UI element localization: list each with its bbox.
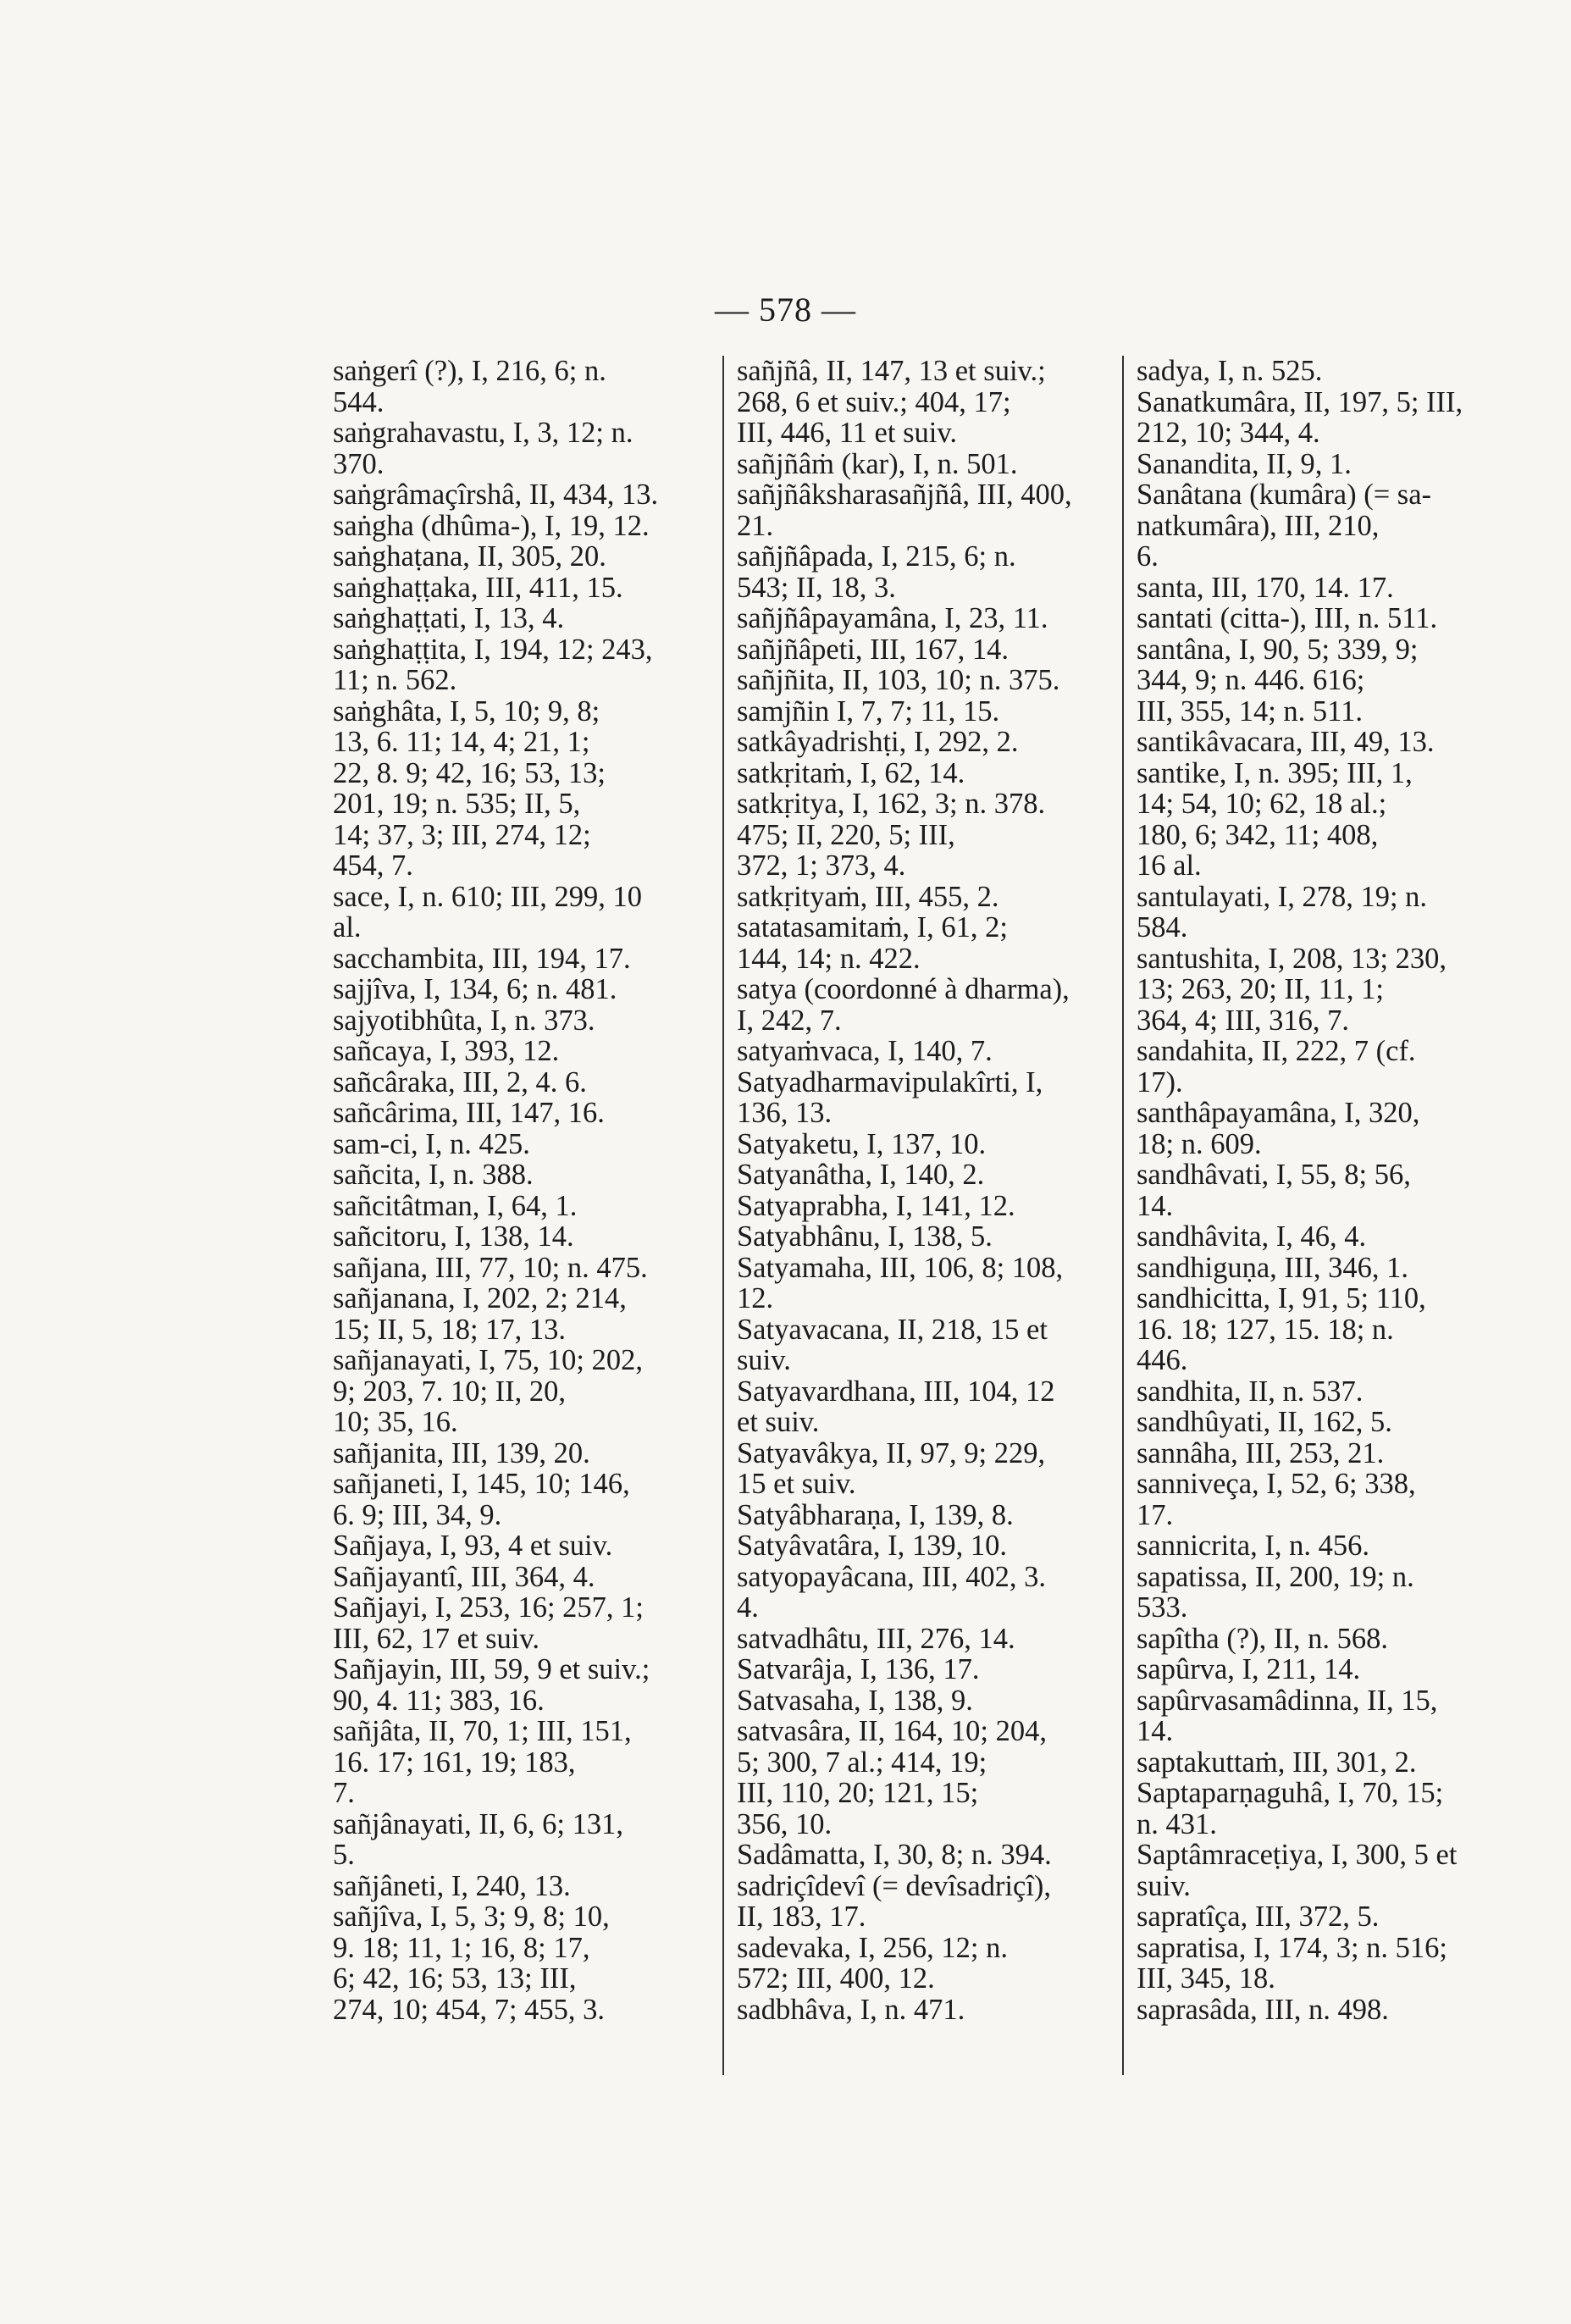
index-line: sañjñâksharasañjñâ, III, 400, xyxy=(737,479,1072,511)
index-line: Sañjayin, III, 59, 9 et suiv.; xyxy=(333,1653,650,1685)
index-line: saṅgrâmaçîrshâ, II, 434, 13. xyxy=(333,479,659,511)
index-line: 144, 14; n. 422. xyxy=(737,942,921,975)
index-line: 16. 18; 127, 15. 18; n. xyxy=(1137,1313,1394,1346)
index-line: santikâvacara, III, 49, 13. xyxy=(1137,726,1435,758)
index-line: natkumâra), III, 210, xyxy=(1137,509,1380,542)
index-line: saptakuttaṁ, III, 301, 2. xyxy=(1137,1746,1417,1779)
index-line: III, 345, 18. xyxy=(1137,1962,1275,1995)
index-line: satyopayâcana, III, 402, 3. xyxy=(737,1560,1046,1593)
index-line: sapûrvasamâdinna, II, 15, xyxy=(1137,1684,1438,1717)
index-line: satkṛitya, I, 162, 3; n. 378. xyxy=(737,788,1046,820)
index-line: 13; 263, 20; II, 11, 1; xyxy=(1137,973,1384,1005)
index-line: 180, 6; 342, 11; 408, xyxy=(1137,818,1379,851)
index-line: saṅghaṭana, II, 305, 20. xyxy=(333,540,606,573)
index-line: santati (citta-), III, n. 511. xyxy=(1137,602,1438,634)
index-line: III, 62, 17 et suiv. xyxy=(333,1622,540,1655)
index-line: saṅghaṭṭati, I, 13, 4. xyxy=(333,602,565,634)
index-line: Satyavardhana, III, 104, 12 xyxy=(737,1375,1055,1408)
index-line: 14; 54, 10; 62, 18 al.; xyxy=(1137,788,1387,820)
index-line: 212, 10; 344, 4. xyxy=(1137,417,1320,449)
index-line: 9. 18; 11, 1; 16, 8; 17, xyxy=(333,1931,590,1964)
index-line: Satyavacana, II, 218, 15 et xyxy=(737,1313,1048,1346)
index-line: Sañjayantî, III, 364, 4. xyxy=(333,1560,595,1593)
index-line: 16. 17; 161, 19; 183, xyxy=(333,1746,576,1779)
index-line: sañcitoru, I, 138, 14. xyxy=(333,1220,574,1253)
index-line: 15; II, 5, 18; 17, 13. xyxy=(333,1313,567,1346)
index-line: sannâha, III, 253, 21. xyxy=(1137,1436,1385,1469)
column-divider xyxy=(722,356,724,2075)
index-line: satvadhâtu, III, 276, 14. xyxy=(737,1622,1015,1655)
index-line: 5. xyxy=(333,1839,355,1871)
index-line: sapratîça, III, 372, 5. xyxy=(1137,1901,1380,1933)
index-line: sandhicitta, I, 91, 5; 110, xyxy=(1137,1282,1426,1314)
index-line: santulayati, I, 278, 19; n. xyxy=(1137,880,1428,913)
index-line: Sanatkumâra, II, 197, 5; III, xyxy=(1137,385,1463,418)
index-line: sapûrva, I, 211, 14. xyxy=(1137,1653,1361,1685)
index-line: sadbhâva, I, n. 471. xyxy=(737,1993,965,2026)
index-line: Satyanâtha, I, 140, 2. xyxy=(737,1159,985,1191)
index-line: sandhiguṇa, III, 346, 1. xyxy=(1137,1251,1408,1284)
index-line: Sadâmatta, I, 30, 8; n. 394. xyxy=(737,1839,1052,1871)
index-line: santike, I, n. 395; III, 1, xyxy=(1137,756,1413,789)
index-line: sañcârima, III, 147, 16. xyxy=(333,1097,605,1129)
index-line: 475; II, 220, 5; III, xyxy=(737,818,955,851)
index-line: 344, 9; n. 446. 616; xyxy=(1137,664,1365,696)
index-line: sañjñâṁ (kar), I, n. 501. xyxy=(737,447,1018,480)
index-line: sadevaka, I, 256, 12; n. xyxy=(737,1931,1009,1964)
index-line: 16 al. xyxy=(1137,849,1202,882)
index-column-3 xyxy=(1137,356,1501,2067)
index-line: saprasâda, III, n. 498. xyxy=(1137,1993,1389,2026)
index-line: 17). xyxy=(1137,1065,1183,1098)
index-line: Satyabhânu, I, 138, 5. xyxy=(737,1220,993,1253)
index-line: sannicrita, I, n. 456. xyxy=(1137,1530,1369,1562)
index-line: saṅgha (dhûma-), I, 19, 12. xyxy=(333,509,650,542)
index-line: 364, 4; III, 316, 7. xyxy=(1137,1004,1350,1037)
index-line: 14; 37, 3; III, 274, 12; xyxy=(333,818,591,851)
index-line: sacchambita, III, 194, 17. xyxy=(333,942,631,975)
index-line: 454, 7. xyxy=(333,849,413,882)
index-line: Sanandita, II, 9, 1. xyxy=(1137,447,1352,480)
index-line: sañcita, I, n. 388. xyxy=(333,1159,534,1191)
index-line: sapîtha (?), II, n. 568. xyxy=(1137,1622,1388,1655)
index-line: sañjñâ, II, 147, 13 et suiv.; xyxy=(737,355,1046,387)
index-line: sace, I, n. 610; III, 299, 10 xyxy=(333,880,643,913)
index-line: Sanâtana (kumâra) (= sa- xyxy=(1137,479,1431,511)
index-line: 5; 300, 7 al.; 414, 19; xyxy=(737,1746,987,1779)
index-line: santushita, I, 208, 13; 230, xyxy=(1137,942,1447,975)
index-line: sañcaya, I, 393, 12. xyxy=(333,1035,560,1067)
index-line: sajyotibhûta, I, n. 373. xyxy=(333,1004,595,1037)
index-line: saṅghaṭṭita, I, 194, 12; 243, xyxy=(333,633,653,666)
index-line: 21. xyxy=(737,509,774,542)
index-line: sandahita, II, 222, 7 (cf. xyxy=(1137,1035,1416,1067)
index-line: sañjñâpayamâna, I, 23, 11. xyxy=(737,602,1048,634)
index-line: sañjaneti, I, 145, 10; 146, xyxy=(333,1468,630,1500)
index-line: 6. xyxy=(1137,540,1159,573)
index-line: 10; 35, 16. xyxy=(333,1406,458,1438)
index-line: saṅgrahavastu, I, 3, 12; n. xyxy=(333,417,633,449)
index-line: santhâpayamâna, I, 320, xyxy=(1137,1097,1420,1129)
index-line: III, 110, 20; 121, 15; xyxy=(737,1777,979,1809)
index-line: sañjâta, II, 70, 1; III, 151, xyxy=(333,1715,632,1747)
index-line: 370. xyxy=(333,447,384,480)
index-line: 14. xyxy=(1137,1715,1174,1747)
index-line: 11; n. 562. xyxy=(333,664,457,696)
index-line: satyaṁvaca, I, 140, 7. xyxy=(737,1035,993,1067)
index-line: 12. xyxy=(737,1282,774,1314)
index-line: I, 242, 7. xyxy=(737,1004,842,1037)
index-line: satvasâra, II, 164, 10; 204, xyxy=(737,1715,1047,1747)
index-line: n. 431. xyxy=(1137,1807,1217,1840)
index-line: sajjîva, I, 134, 6; n. 481. xyxy=(333,973,617,1005)
index-line: 446. xyxy=(1137,1344,1188,1376)
index-line: 14. xyxy=(1137,1189,1174,1222)
column-divider xyxy=(1122,356,1124,2075)
index-line: satatasamitaṁ, I, 61, 2; xyxy=(737,911,1009,943)
index-line: saṅgerî (?), I, 216, 6; n. xyxy=(333,355,606,387)
index-line: satya (coordonné à dharma), xyxy=(737,973,1070,1005)
index-line: saṅghaṭṭaka, III, 411, 15. xyxy=(333,571,623,604)
index-line: saṅghâta, I, 5, 10; 9, 8; xyxy=(333,694,600,728)
index-line: satkṛityaṁ, III, 455, 2. xyxy=(737,880,999,913)
index-line: sañjñâpada, I, 215, 6; n. xyxy=(737,540,1016,573)
index-line: 7. xyxy=(333,1777,355,1809)
index-line: 533. xyxy=(1137,1591,1188,1624)
index-line: Satyaprabha, I, 141, 12. xyxy=(737,1189,1015,1222)
index-line: sañjanayati, I, 75, 10; 202, xyxy=(333,1344,644,1376)
index-line: Satvasaha, I, 138, 9. xyxy=(737,1684,973,1717)
index-line: sañjñâpeti, III, 167, 14. xyxy=(737,633,1009,666)
index-line: sandhûyati, II, 162, 5. xyxy=(1137,1406,1392,1438)
index-line: suiv. xyxy=(1137,1869,1191,1902)
index-line: sañjîva, I, 5, 3; 9, 8; 10, xyxy=(333,1901,610,1933)
index-line: Satyâbharaṇa, I, 139, 8. xyxy=(737,1498,1014,1531)
index-line: 543; II, 18, 3. xyxy=(737,571,896,604)
index-line: Sañjaya, I, 93, 4 et suiv. xyxy=(333,1530,613,1562)
index-line: sandhâvita, I, 46, 4. xyxy=(1137,1220,1367,1253)
index-line: sañjanana, I, 202, 2; 214, xyxy=(333,1282,627,1314)
index-line: 6. 9; III, 34, 9. xyxy=(333,1498,502,1531)
index-line: 4. xyxy=(737,1591,759,1624)
index-line: III, 446, 11 et suiv. xyxy=(737,417,957,449)
index-line: 356, 10. xyxy=(737,1807,833,1840)
index-line: sadya, I, n. 525. xyxy=(1137,355,1323,387)
index-line: satkṛitaṁ, I, 62, 14. xyxy=(737,756,965,789)
index-line: 544. xyxy=(333,385,384,418)
index-line: 9; 203, 7. 10; II, 20, xyxy=(333,1375,567,1408)
index-line: sandhâvati, I, 55, 8; 56, xyxy=(1137,1159,1411,1191)
index-line: sapatissa, II, 200, 19; n. xyxy=(1137,1560,1414,1593)
index-line: 17. xyxy=(1137,1498,1174,1531)
index-line: sapratisa, I, 174, 3; n. 516; xyxy=(1137,1931,1447,1964)
index-line: Satyamaha, III, 106, 8; 108, xyxy=(737,1251,1064,1284)
index-line: sam-ci, I, n. 425. xyxy=(333,1127,530,1160)
index-line: 6; 42, 16; 53, 13; III, xyxy=(333,1962,577,1995)
index-line: sañjana, III, 77, 10; n. 475. xyxy=(333,1251,648,1284)
index-line: 584. xyxy=(1137,911,1188,943)
index-line: sañcitâtman, I, 64, 1. xyxy=(333,1189,578,1222)
index-line: Sañjayi, I, 253, 16; 257, 1; xyxy=(333,1591,644,1624)
index-column-2 xyxy=(737,356,1093,2067)
index-line: 22, 8. 9; 42, 16; 53, 13; xyxy=(333,756,606,789)
index-line: 13, 6. 11; 14, 4; 21, 1; xyxy=(333,726,590,758)
index-line: sañjâneti, I, 240, 13. xyxy=(333,1869,571,1902)
index-column-1 xyxy=(333,356,718,2067)
index-line: suiv. xyxy=(737,1344,791,1376)
index-line: Satyavâkya, II, 97, 9; 229, xyxy=(737,1436,1046,1469)
index-line: santa, III, 170, 14. 17. xyxy=(1137,571,1394,604)
index-line: sañjanita, III, 139, 20. xyxy=(333,1436,590,1469)
index-line: 268, 6 et suiv.; 404, 17; xyxy=(737,385,1011,418)
index-line: 372, 1; 373, 4. xyxy=(737,849,906,882)
index-line: II, 183, 17. xyxy=(737,1901,866,1933)
index-line: III, 355, 14; n. 511. xyxy=(1137,694,1364,728)
index-line: Satvarâja, I, 136, 17. xyxy=(737,1653,980,1685)
index-line: al. xyxy=(333,911,362,943)
index-line: Satyadharmavipulakîrti, I, xyxy=(737,1065,1043,1098)
index-line: 18; n. 609. xyxy=(1137,1127,1262,1160)
index-line: satkâyadrishṭi, I, 292, 2. xyxy=(737,726,1019,758)
index-line: 15 et suiv. xyxy=(737,1468,856,1500)
index-line: sañjñita, II, 103, 10; n. 375. xyxy=(737,664,1060,696)
index-line: 136, 13. xyxy=(737,1097,833,1129)
index-line: sadriçîdevî (= devîsadriçî), xyxy=(737,1869,1052,1902)
index-line: sanniveça, I, 52, 6; 338, xyxy=(1137,1468,1416,1500)
index-line: 572; III, 400, 12. xyxy=(737,1962,935,1995)
page-number: — 578 — xyxy=(715,290,856,329)
index-line: santâna, I, 90, 5; 339, 9; xyxy=(1137,633,1419,666)
index-line: sañjânayati, II, 6, 6; 131, xyxy=(333,1807,623,1840)
index-line: sandhita, II, n. 537. xyxy=(1137,1375,1364,1408)
index-line: et suiv. xyxy=(737,1406,820,1438)
index-line: Saptaparṇaguhâ, I, 70, 15; xyxy=(1137,1777,1444,1809)
index-line: 90, 4. 11; 383, 16. xyxy=(333,1684,545,1717)
index-line: samjñin I, 7, 7; 11, 15. xyxy=(737,694,1000,728)
index-line: Satyaketu, I, 137, 10. xyxy=(737,1127,987,1160)
index-line: 201, 19; n. 535; II, 5, xyxy=(333,788,581,820)
index-line: sañcâraka, III, 2, 4. 6. xyxy=(333,1065,587,1098)
index-line: 274, 10; 454, 7; 455, 3. xyxy=(333,1993,606,2026)
index-line: Satyâvatâra, I, 139, 10. xyxy=(737,1530,1008,1562)
index-line: Saptâmraceṭiya, I, 300, 5 et xyxy=(1137,1839,1458,1871)
